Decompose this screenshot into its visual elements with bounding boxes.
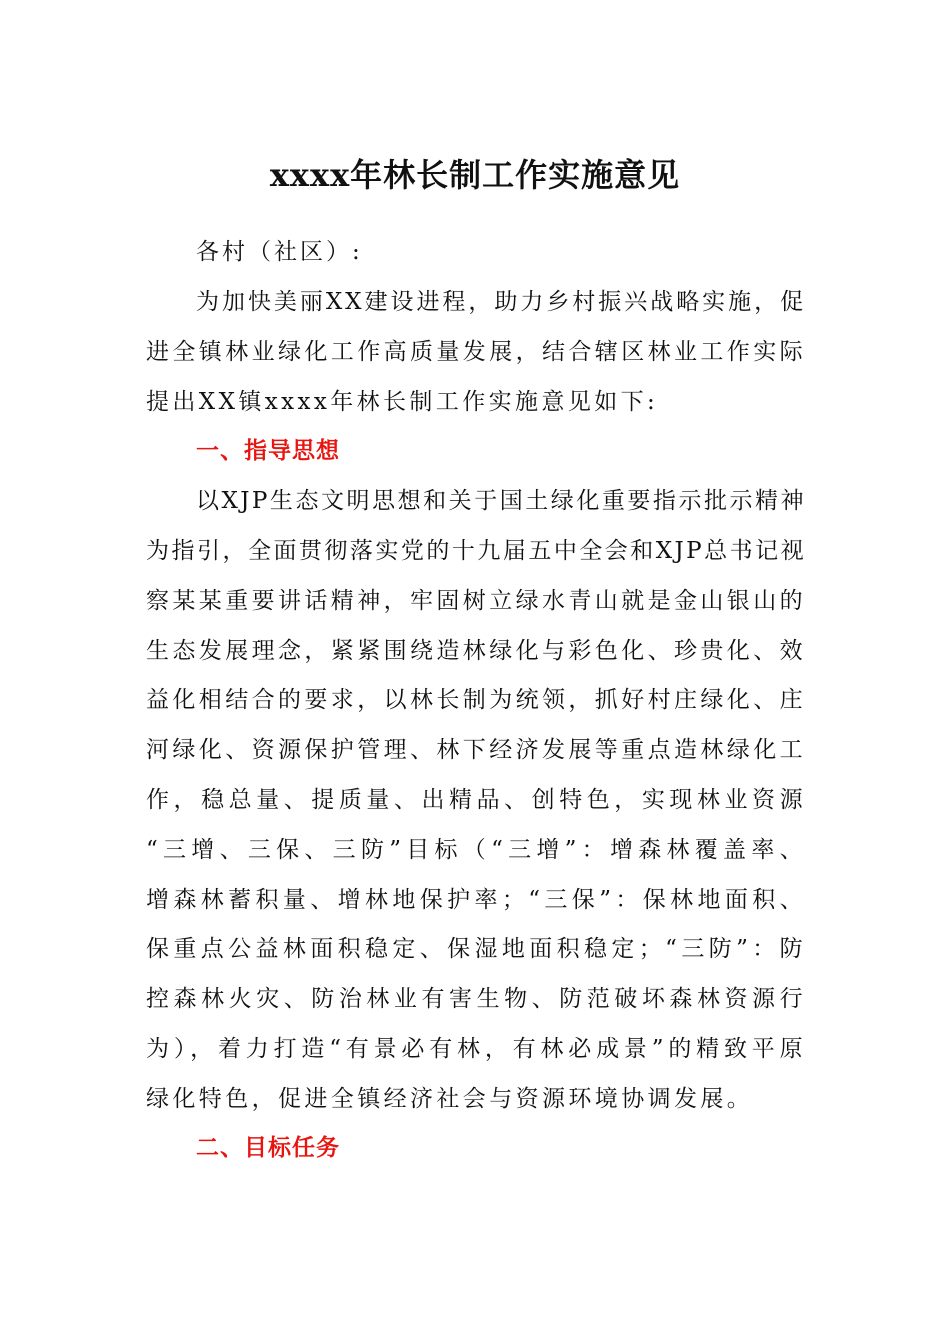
intro-line: 为加快美丽XX建设进程，助力乡村振兴战略实施，促 xyxy=(196,289,806,315)
document-title: xxxx年林长制工作实施意见 xyxy=(269,156,681,194)
body-line: 察某某重要讲话精神，牢固树立绿水青山就是金山银山的 xyxy=(146,588,806,614)
body-line: 增森林蓄积量、增林地保护率；“三保”：保林地面积、 xyxy=(146,887,806,913)
body-line: 绿化特色，促进全镇经济社会与资源环境协调发展。 xyxy=(146,1086,754,1112)
body-line: 河绿化、资源保护管理、林下经济发展等重点造林绿化工 xyxy=(146,737,806,763)
body-line: 控森林火灾、防治林业有害生物、防范破坏森林资源行 xyxy=(146,986,806,1012)
body-line: 生态发展理念，紧紧围绕造林绿化与彩色化、珍贵化、效 xyxy=(146,638,806,664)
section-heading-objectives: 二、目标任务 xyxy=(196,1135,340,1161)
salutation: 各村（社区）: xyxy=(196,239,363,265)
body-line: 为指引，全面贯彻落实党的十九届五中全会和XJP总书记视 xyxy=(146,538,806,564)
body-line: “三增、三保、三防”目标（“三增”：增森林覆盖率、 xyxy=(146,837,806,863)
body-line: 益化相结合的要求，以林长制为统领，抓好村庄绿化、庄 xyxy=(146,687,806,713)
intro-line: 提出XX镇xxxx年林长制工作实施意见如下: xyxy=(146,389,659,415)
body-line: 保重点公益林面积稳定、保湿地面积稳定；“三防”：防 xyxy=(146,936,806,962)
body-line: 作，稳总量、提质量、出精品、创特色，实现林业资源 xyxy=(146,787,806,813)
section-heading-guiding-ideology: 一、指导思想 xyxy=(196,438,340,464)
body-line: 以XJP生态文明思想和关于国土绿化重要指示批示精神 xyxy=(196,488,806,514)
body-line: 为），着力打造“有景必有林，有林必成景”的精致平原 xyxy=(146,1036,806,1062)
intro-line: 进全镇林业绿化工作高质量发展，结合辖区林业工作实际 xyxy=(146,339,806,365)
